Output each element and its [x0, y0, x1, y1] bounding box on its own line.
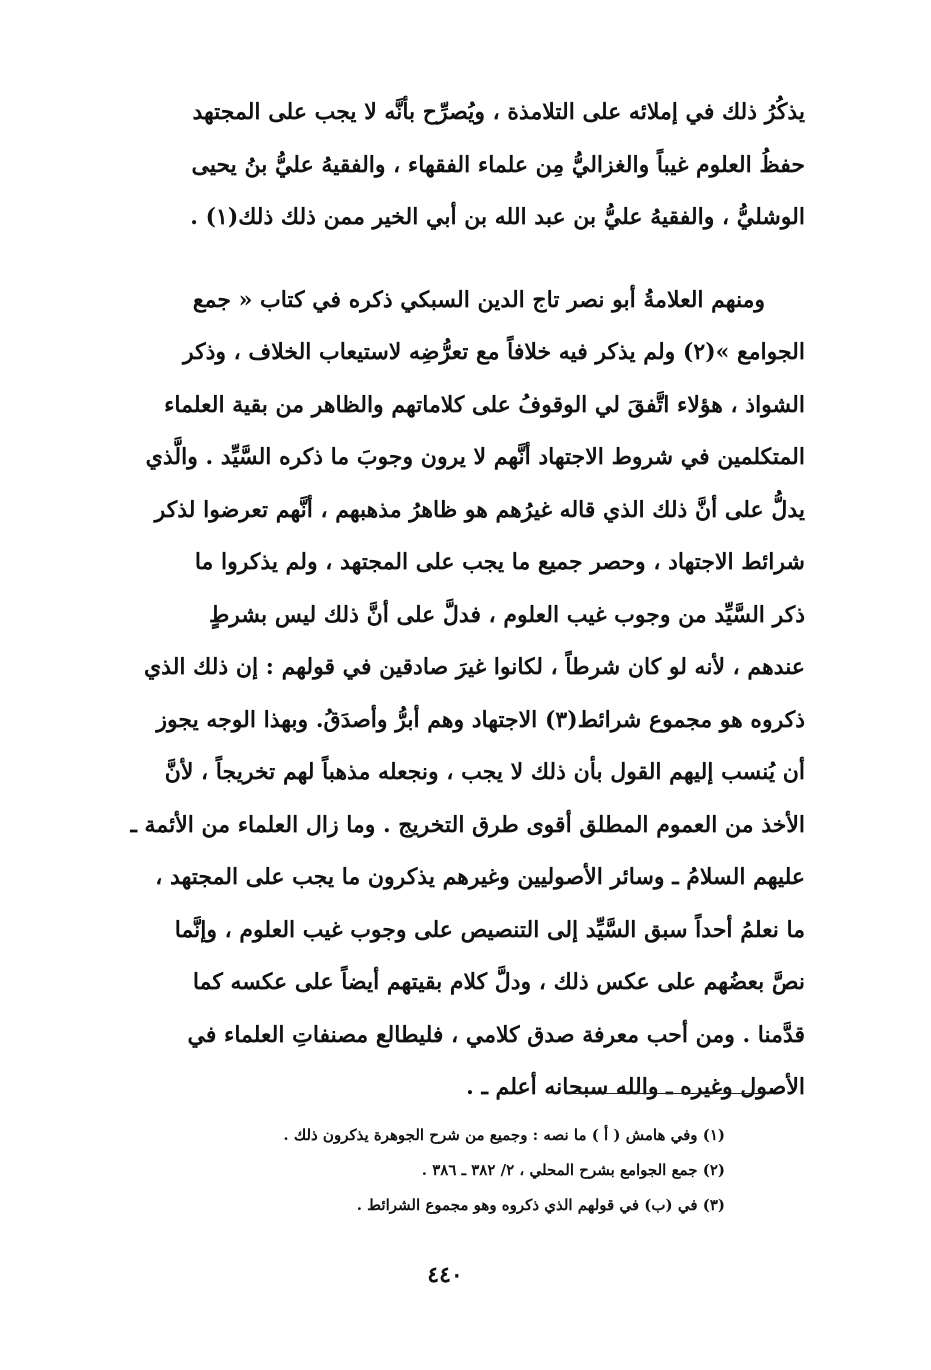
text-line: حفظُ العلوم غيباً والغزاليُّ مِن علماء الفقهاء ، والفقيهُ عليُّ بنُ يحيى — [191, 151, 805, 178]
paragraph-2 — [100, 274, 805, 1114]
text-line: نصَّ بعضُهم على عكس ذلك ، ودلَّ كلام بقيتهم أيضاً على عكسه كما — [192, 969, 805, 995]
footnotes — [180, 1118, 725, 1223]
text-line: شرائط الاجتهاد ، وحصر جميع ما يجب على المجتهد ، ولم يذكروا ما — [194, 549, 805, 575]
text-line: يدلُّ على أنَّ ذلك الذي قاله غيرُهم هو ظاهرُ مذهبهم ، أنَّهم تعرضوا لذكر — [154, 496, 805, 523]
text-line: ذكر السَّيِّد من وجوب غيب العلوم ، فدلَّ على أنَّ ذلك ليس بشرطٍ — [208, 601, 805, 628]
text-line: الأخذ من العموم المطلق أقوى طرق التخريج . وما زال العلماء من الأئمة ـ — [130, 811, 805, 838]
footnote-1: (١) وفي هامش ( أ ) ما نصه : وجميع من شرح الجوهرة يذكرون ذلك . — [283, 1126, 725, 1144]
paragraph-spacer — [100, 244, 805, 274]
text-line: الأصول وغيره ـ والله سبحانه أعلم ـ . — [466, 1074, 805, 1100]
text-line: عندهم ، لأنه لو كان شرطاً ، لكانوا غيرَ صادقين في قولهم : إن ذلك الذي — [143, 654, 805, 680]
text-line: الشواذ ، هؤلاء اتَّفقَ لي الوقوفُ على كلاماتهم والظاهر من بقية العلماء — [164, 391, 805, 418]
paragraph-1 — [100, 86, 805, 244]
text-line: أن يُنسب إليهم القول بأن ذلك لا يجب ، ونجعله مذهباً لهم تخريجاً ، لأنَّ — [164, 759, 805, 785]
text-line: ذكروه هو مجموع شرائط(٣) الاجتهاد وهم أبرُّ وأصدَقُ. وبهذا الوجه يجوز — [156, 706, 805, 733]
text-line: الجوامع »(٢) ولم يذكر فيه خلافاً مع تعرُّضِه لاستيعاب الخلاف ، وذكر — [182, 339, 805, 365]
text-line: يذكُرُ ذلك في إملائه على التلامذة ، ويُصرِّح بأنَّه لا يجب على المجتهد — [192, 99, 805, 125]
footnote-2: (٢) جمع الجوامع بشرح المحلي ، ٢/ ٣٨٢ ـ ٣٨٦ . — [421, 1161, 725, 1179]
text-line: قدَّمنا . ومن أحب معرفة صدق كلامي ، فليطالع مصنفاتِ العلماء في — [187, 1021, 805, 1048]
text-line: ما نعلمُ أحداً سبق السَّيِّد إلى التنصيص على وجوب غيب العلوم ، وإنَّما — [174, 916, 805, 943]
text-line: ومنهم العلامةُ أبو نصر تاج الدين السبكي ذكره في كتاب « جمع — [192, 286, 765, 313]
text-line: عليهم السلامُ ـ وسائر الأصوليين وغيرهم يذكرون ما يجب على المجتهد ، — [155, 864, 805, 890]
footnote-divider — [565, 1093, 773, 1094]
text-line: المتكلمين في شروط الاجتهاد أنَّهم لا يرون وجوبَ ما ذكره السَّيِّد . والَّذي — [145, 444, 805, 470]
footnote-3: (٣) في (ب) في قولهم الذي ذكروه وهو مجموع الشرائط . — [356, 1196, 725, 1214]
main-text — [100, 86, 805, 1114]
page-number: ٤٤٠ — [427, 1262, 463, 1288]
text-line: الوشليُّ ، والفقيهُ عليُّ بن عبد الله بن أبي الخير ممن ذلك ذلك(١) . — [190, 204, 805, 230]
